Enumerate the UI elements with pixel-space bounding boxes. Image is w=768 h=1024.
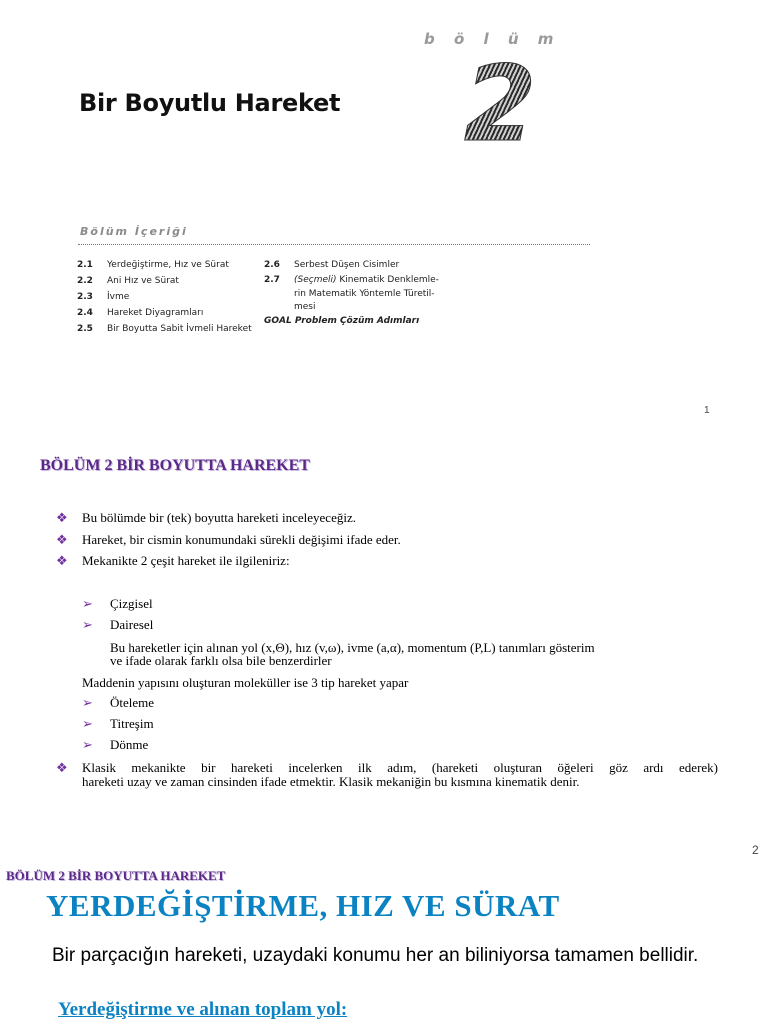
molecule-intro: Maddenin yapısını oluşturan moleküller ise 3 tip hareket yapar bbox=[82, 675, 409, 690]
diamond-bullet-icon: ❖ bbox=[56, 554, 68, 569]
bullet-item: ❖ Klasik mekanikte bir hareketi incelerken ilk adım, (hareketi oluşturan öğeleri göz ardı ederek) hareketi uzay ve zaman cinsinden ifade etmektir. Klasik mekaniğin bu kısmına kinematik denir. bbox=[56, 760, 718, 789]
section-heading: BÖLÜM 2 BİR BOYUTTA HAREKET bbox=[40, 457, 310, 474]
chapter-title: Bir Boyutlu Hareket bbox=[79, 89, 341, 117]
arrow-bullet-icon: ➢ bbox=[82, 738, 93, 753]
note-line: ve ifade olarak farklı olsa bile benzerdirler bbox=[110, 653, 332, 668]
toc-left-column bbox=[77, 257, 267, 337]
toc-item: 2.2 Ani Hız ve Sürat bbox=[77, 276, 179, 286]
toc-item: 2.5 Bir Boyutta Sabit İvmeli Hareket bbox=[77, 324, 252, 334]
diamond-bullet-icon: ❖ bbox=[56, 761, 68, 776]
arrow-bullet-icon: ➢ bbox=[82, 696, 93, 711]
toc-item: 2.1 Yerdeğiştirme, Hız ve Sürat bbox=[77, 260, 229, 270]
toc-item: 2.3 İvme bbox=[77, 292, 130, 302]
subheading: Yerdeğiştirme ve alınan toplam yol: bbox=[58, 999, 348, 1020]
toc-right-column bbox=[264, 257, 454, 328]
body-paragraph: Bir parçacığın hareketi, uzaydaki konumu her an biliniyorsa tamamen bellidir. bbox=[52, 945, 699, 966]
slide-title: YERDEĞİŞTİRME, HIZ VE SÜRAT bbox=[46, 888, 560, 923]
sub-bullet-item: ➢ Titreşim bbox=[82, 716, 154, 732]
bullet-item: ❖ Bu bölümde bir (tek) boyutta hareketi inceleyeceğiz. bbox=[56, 510, 356, 526]
arrow-bullet-icon: ➢ bbox=[82, 717, 93, 732]
chapter-number: 2 bbox=[464, 43, 537, 165]
toc-item: 2.4 Hareket Diyagramları bbox=[77, 308, 204, 318]
contents-divider bbox=[78, 244, 590, 245]
bullet-item: ❖ Mekanikte 2 çeşit hareket ile ilgileniriz: bbox=[56, 553, 290, 569]
page-number: 1 bbox=[704, 405, 710, 416]
toc-item: 2.7 (Seçmeli) Kinematik Denklemle- bbox=[264, 275, 439, 285]
sub-bullet-item: ➢ Çizgisel bbox=[82, 596, 153, 612]
diamond-bullet-icon: ❖ bbox=[56, 533, 68, 548]
sub-bullet-item: ➢ Dairesel bbox=[82, 617, 154, 633]
toc-goal-item: GOAL Problem Çözüm Adımları bbox=[264, 315, 420, 326]
section-heading: BÖLÜM 2 BİR BOYUTTA HAREKET bbox=[6, 868, 226, 883]
chapter-label: b ö l ü m bbox=[424, 30, 556, 48]
toc-item: 2.6 Serbest Düşen Cisimler bbox=[264, 260, 400, 270]
sub-bullet-item: ➢ Öteleme bbox=[82, 695, 155, 711]
diamond-bullet-icon: ❖ bbox=[56, 511, 68, 526]
arrow-bullet-icon: ➢ bbox=[82, 597, 93, 612]
page-number: 2 bbox=[752, 843, 759, 857]
toc-item: rin Matematik Yöntemle Türetil- bbox=[294, 288, 435, 299]
contents-heading: Bölüm İçeriği bbox=[80, 225, 188, 238]
bullet-item: ❖ Hareket, bir cismin konumundaki sürekli değişimi ifade eder. bbox=[56, 532, 401, 548]
toc-item: mesi bbox=[294, 302, 316, 312]
arrow-bullet-icon: ➢ bbox=[82, 618, 93, 633]
note-line: Bu hareketler için alınan yol (x,Θ), hız (v,ω), ivme (a,α), momentum (P,L) tanımları gösterim bbox=[110, 640, 595, 655]
sub-bullet-item: ➢ Dönme bbox=[82, 737, 149, 753]
